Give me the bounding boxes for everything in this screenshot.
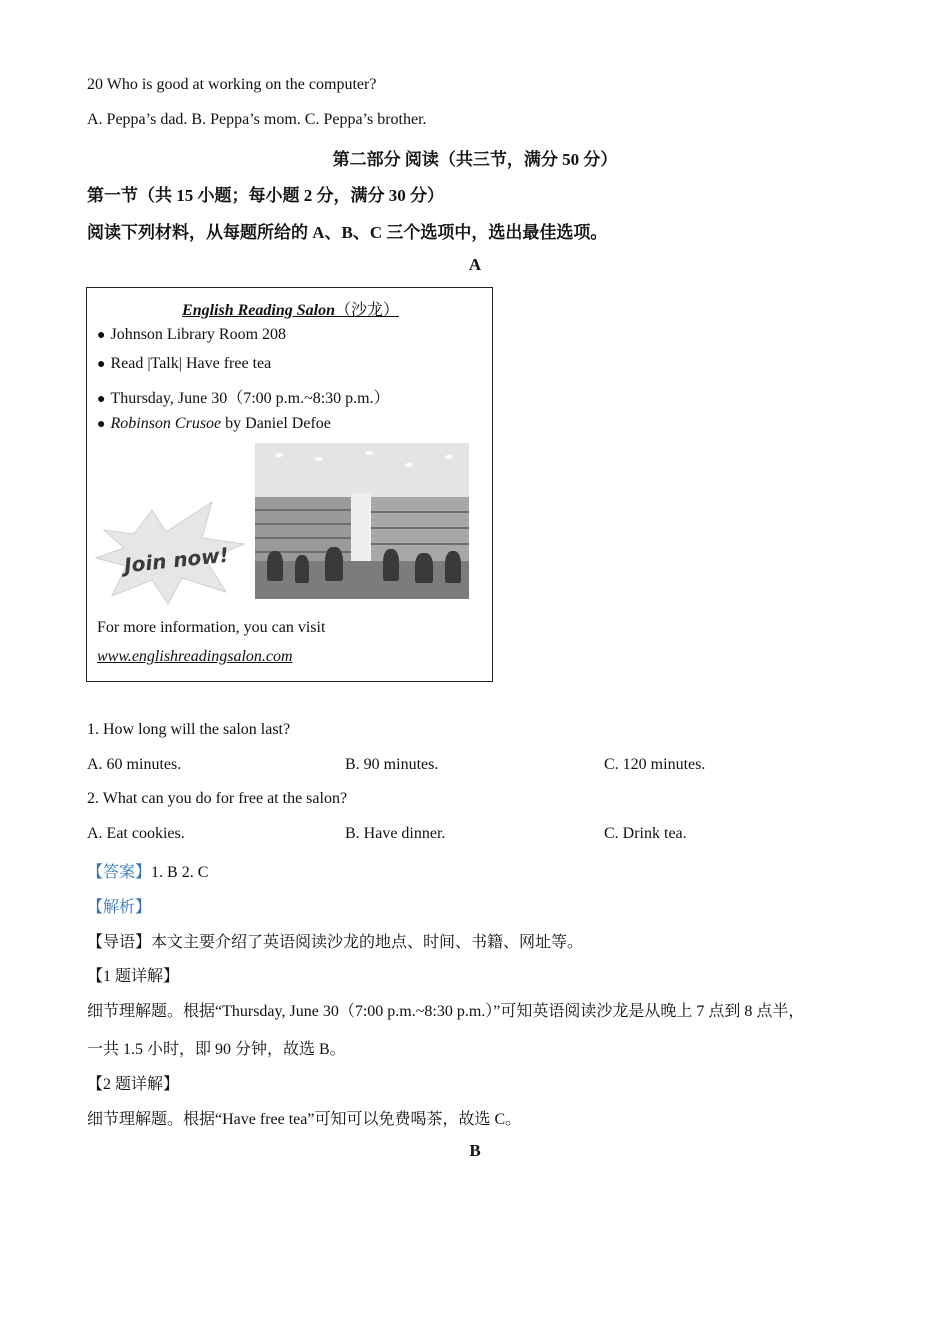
book-title: Robinson Crusoe (110, 415, 222, 432)
info-text: For more information, you can visit (97, 619, 326, 636)
q1-option-a: A. 60 minutes. (87, 756, 182, 773)
salon-ad-box (86, 287, 493, 682)
q1-option-b: B. 90 minutes. (345, 756, 439, 773)
salon-title (87, 297, 494, 320)
q2-option-c: C. Drink tea. (604, 825, 687, 842)
q1-detail-text-1: 细节理解题。根据“Thursday, June 30（7:00 p.m.~8:30 p.m.）”可知英语阅读沙龙是从晚上 7 点到 8 点半， (87, 1003, 805, 1020)
q2-option-b: B. Have dinner. (345, 825, 446, 842)
q1-detail-text-2: 一共 1.5 小时，即 90 分钟，故选 B。 (87, 1041, 346, 1058)
join-now-text: Join now! (123, 542, 230, 578)
q2-detail-text: 细节理解题。根据“Have free tea”可知可以免费喝茶，故选 C。 (87, 1111, 522, 1128)
join-now-starburst (94, 500, 254, 606)
part2-heading: 第二部分 阅读（共三节，满分 50 分） (332, 150, 618, 169)
answer-line (87, 859, 208, 882)
question-20-options: A. Peppa’s dad. B. Peppa’s mom. C. Peppa’s brother. (87, 111, 427, 128)
answer-label: 【答案】 (87, 864, 152, 881)
answer-value: 1. B 2. C (151, 864, 209, 881)
section1-heading: 第一节（共 15 小题；每小题 2 分，满分 30 分） (87, 186, 444, 205)
question-1: 1. How long will the salon last? (87, 721, 291, 738)
salon-website-link[interactable]: www.englishreadingsalon.com (97, 648, 293, 665)
library-photo (255, 443, 469, 599)
question-2: 2. What can you do for free at the salon? (87, 790, 348, 807)
salon-title-cn: （沙龙） (334, 302, 399, 319)
q1-option-c: C. 120 minutes. (604, 756, 706, 773)
bullet-book (97, 415, 331, 433)
passage-a-label: A (468, 255, 482, 274)
q2-option-a: A. Eat cookies. (87, 825, 185, 842)
bullet-time: ● Thursday, June 30（7:00 p.m.~8:30 p.m.） (97, 385, 390, 408)
bullet-activities: ● Read |Talk| Have free tea (97, 355, 271, 373)
book-author: by Daniel Defoe (221, 415, 331, 432)
question-20: 20 Who is good at working on the computer? (87, 76, 377, 93)
q1-detail-label: 【1 题详解】 (87, 968, 180, 985)
salon-title-en: English Reading Salon (182, 302, 335, 319)
bullet-location: ● Johnson Library Room 208 (97, 326, 286, 344)
analysis-label: 【解析】 (87, 899, 152, 916)
q2-detail-label: 【2 题详解】 (87, 1076, 180, 1093)
passage-b-label: B (469, 1141, 481, 1160)
guide-text: 【导语】本文主要介绍了英语阅读沙龙的地点、时间、书籍、网址等。 (87, 934, 584, 951)
instruction: 阅读下列材料，从每题所给的 A、B、C 三个选项中，选出最佳选项。 (87, 223, 608, 242)
